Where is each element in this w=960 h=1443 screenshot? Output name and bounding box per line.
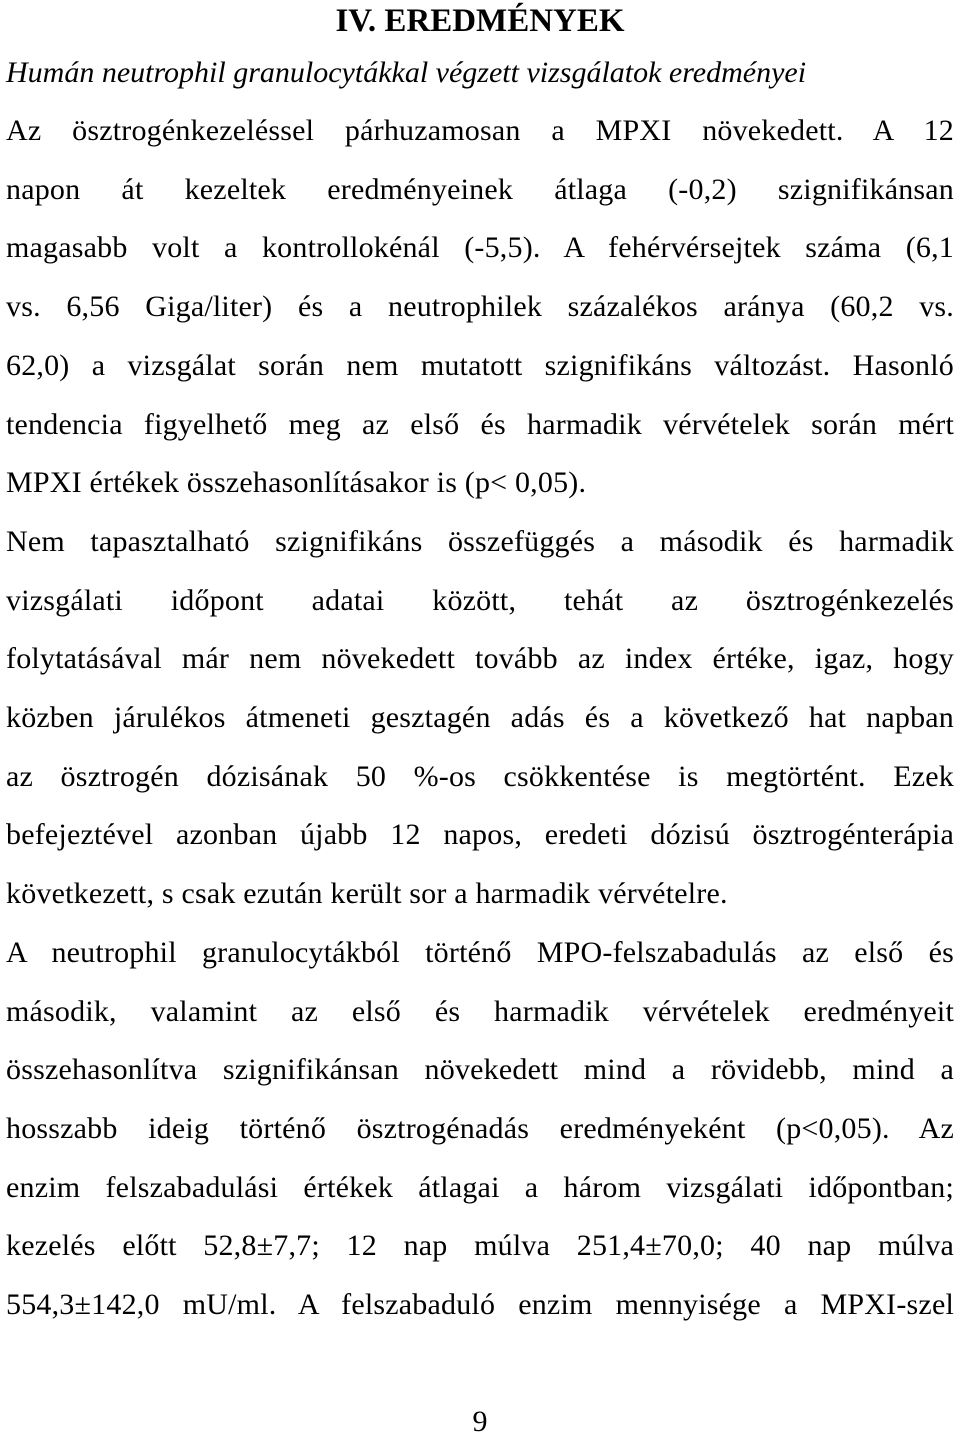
text-line: kezelés előtt 52,8±7,7; 12 nap múlva 251,4±70,0; 40 nap múlva — [6, 1229, 954, 1263]
text-line: az ösztrogén dózisának 50 %-os csökkentése is megtörtént. Ezek — [6, 759, 954, 793]
text-line: tendencia figyelhető meg az első és harmadik vérvételek során mért — [6, 407, 954, 441]
text-line: közben járulékos átmeneti gesztagén adás és a következő hat napban — [6, 701, 954, 735]
text-line: 554,3±142,0 mU/ml. A felszabaduló enzim mennyisége a MPXI-szel — [6, 1288, 954, 1322]
text-line: vizsgálati időpont adatai között, tehát az ösztrogénkezelés — [6, 583, 954, 617]
text-line: Nem tapasztalható szignifikáns összefüggés a második és harmadik — [6, 524, 954, 558]
page-number: 9 — [472, 1405, 488, 1438]
text-line: enzim felszabadulási értékek átlagai a három vizsgálati időpontban; — [6, 1170, 954, 1204]
text-line: 62,0) a vizsgálat során nem mutatott szignifikáns változást. Hasonló — [6, 348, 954, 382]
text-line: Az ösztrogénkezeléssel párhuzamosan a MPXI növekedett. A 12 — [6, 114, 954, 147]
text-line: magasabb volt a kontrollokénál (-5,5). A fehérvérsejtek száma (6,1 — [6, 231, 954, 265]
text-line: folytatásával már nem növekedett tovább az index értéke, igaz, hogy — [6, 642, 954, 676]
text-line: második, valamint az első és harmadik vérvételek eredményeit — [6, 994, 954, 1028]
document-page — [6, 0, 954, 1335]
text-line: MPXI értékek összehasonlításakor is (p< 0,05). — [6, 466, 587, 500]
paragraph-3 — [6, 924, 954, 1335]
paragraph-2 — [6, 513, 954, 924]
text-line: hosszabb ideig történő ösztrogénadás eredményeként (p<0,05). Az — [6, 1111, 954, 1145]
text-line: vs. 6,56 Giga/liter) és a neutrophilek százalékos aránya (60,2 vs. — [6, 290, 954, 324]
section-subtitle: Humán neutrophil granulocytákkal végzett vizsgálatok eredményei — [6, 56, 807, 89]
text-line: napon át kezeltek eredményeinek átlaga (-0,2) szignifikánsan — [6, 172, 954, 206]
text-line: következett, s csak ezután került sor a harmadik vérvételre. — [6, 877, 728, 911]
text-line: A neutrophil granulocytákból történő MPO-felszabadulás az első és — [6, 935, 954, 969]
text-line: befejeztével azonban újabb 12 napos, eredeti dózisú ösztrogénterápia — [6, 818, 954, 852]
section-title: IV. EREDMÉNYEK — [335, 3, 625, 39]
paragraph-1 — [6, 102, 954, 513]
text-line: összehasonlítva szignifikánsan növekedett mind a rövidebb, mind a — [6, 1053, 954, 1087]
